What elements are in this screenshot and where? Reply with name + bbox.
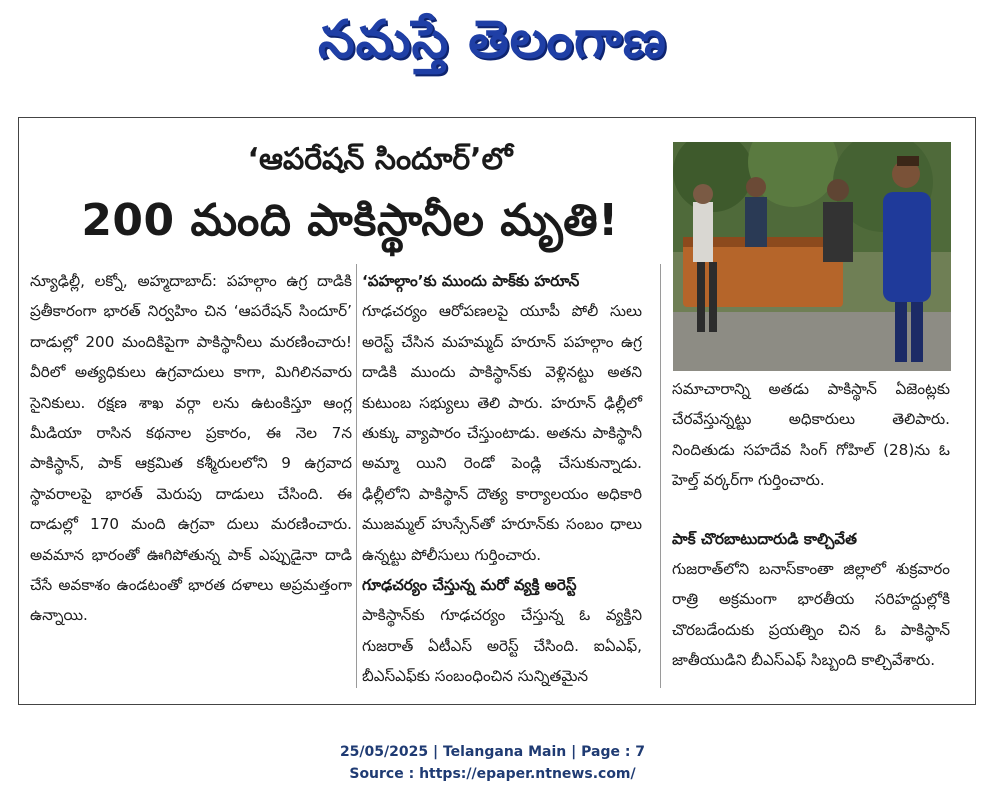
column-2-body-1: గూఢచర్యం ఆరోపణలపై యూపీ పోలీ సులు అరెస్ట్ చేసిన మహమ్మద్ హరూన్ పహల్గాం ఉగ్ర దాడికి ముందు పాకిస్థాన్‌కు వెళ్లినట్టు అతని కుటుంబ సభ్యులు తెలి పారు. హరూన్ ఢిల్లీలో తుక్కు వ్యాపారం చేస్తుంటాడు. అతను పాకిస్థానీ అమ్మా యిని రెండో పెండ్లి చేసుకున్నాడు. ఢిల్లీలోని పాకిస్థాన్ దౌత్య కార్యాలయం అధికారి ముజమ్మల్ హుస్సేన్‌తో హరూన్‌కు సంబం ధాలు ఉన్నట్టు పోలీసులు గుర్తించారు.	[362, 302, 642, 564]
column-divider	[660, 264, 661, 688]
footer-date-page: 25/05/2025 | Telangana Main | Page : 7	[339, 744, 646, 760]
article-column-3	[672, 374, 950, 676]
column-2-subhead-1: ‘పహల్గాం’కు ముందు పాక్‌కు హరూన్	[362, 272, 580, 290]
article-headline: 200 మంది పాకిస్థానీల మృతి!	[81, 195, 619, 246]
masthead	[0, 0, 985, 90]
article-column-2	[362, 266, 642, 692]
column-3-subhead: పాక్ చొరబాటుదారుడి కాల్చివేత	[672, 529, 857, 548]
news-photo	[673, 142, 951, 371]
column-3-body-1: సమాచారాన్ని అతడు పాకిస్థాన్ ఏజెంట్లకు చేరవేస్తున్నట్టు అధికారులు తెలిపారు. నిందితుడు సహదేవ సింగ్ గోహిల్ (28)ను ఓ హెల్త్ వర్కర్‌గా గుర్తించారు.	[672, 380, 950, 490]
article-kicker: ‘ఆపరేషన్ సిందూర్’లో	[247, 142, 513, 177]
masthead-title: నమస్తే తెలంగాణ	[318, 10, 667, 70]
article-column-1	[30, 266, 352, 631]
column-1-body: న్యూఢిల్లీ, లక్నో, అహ్మదాబాద్: పహల్గాం ఉగ్ర దాడికి ప్రతీకారంగా భారత్ నిర్వహిం చిన ‘ఆపరేషన్ సిందూర్’ దాడుల్లో 200 మందికిపైగా పాకిస్థానీలు మరణించారు! వీరిలో అత్యధికులు ఉగ్రవాదులు కాగా, మిగిలినవారు సైనికులు. రక్షణ శాఖ వర్గా లను ఉటంకిస్తూ ఆంగ్ల మీడియా రాసిన కథనాల ప్రకారం, ఈ నెల 7న పాకిస్థాన్, పాక్ ఆక్రమిత కశ్మీరులలోని 9 ఉగ్రవాద స్థావరాలపై భారత్ మెరుపు దాడులు చేసింది. ఈ దాడుల్లో 170 మంది ఉగ్రవా దులు మరణించారు. అవమాన భారంతో ఊగిపోతున్న పాక్ ఎప్పుడైనా దాడి చేసే అవకాశం ఉండటంతో భారత దళాలు అప్రమత్తంగా ఉన్నాయి.	[30, 272, 352, 625]
coffin-bearers-photo	[673, 142, 951, 371]
footer-source: Source : https://epaper.ntnews.com/	[349, 766, 636, 782]
column-2-body-2: పాకిస్థాన్‌కు గూఢచర్యం చేస్తున్న ఓ వ్యక్తిని గుజరాత్ ఏటీఎస్ అరెస్ట్ చేసింది. ఐఏఎఫ్, బీఎస్ఎఫ్‌కు సంబంధించిన సున్నితమైన	[362, 606, 642, 686]
column-3-body-2: గుజరాత్‌లోని బనాస్‌కాంతా జిల్లాలో శుక్రవారం రాత్రి అక్రమంగా భారతీయ సరిహద్దుల్లోకి చొరబడేందుకు ప్రయత్నిం చిన ఓ పాకిస్థాన్ జాతీయుడిని బీఎస్ఎఫ్ సిబ్బంది కాల్చివేశారు.	[672, 560, 950, 670]
column-2-subhead-2: గూఢచర్యం చేస్తున్న మరో వ్యక్తి అరెస్ట్	[362, 576, 577, 595]
column-divider	[356, 264, 357, 688]
